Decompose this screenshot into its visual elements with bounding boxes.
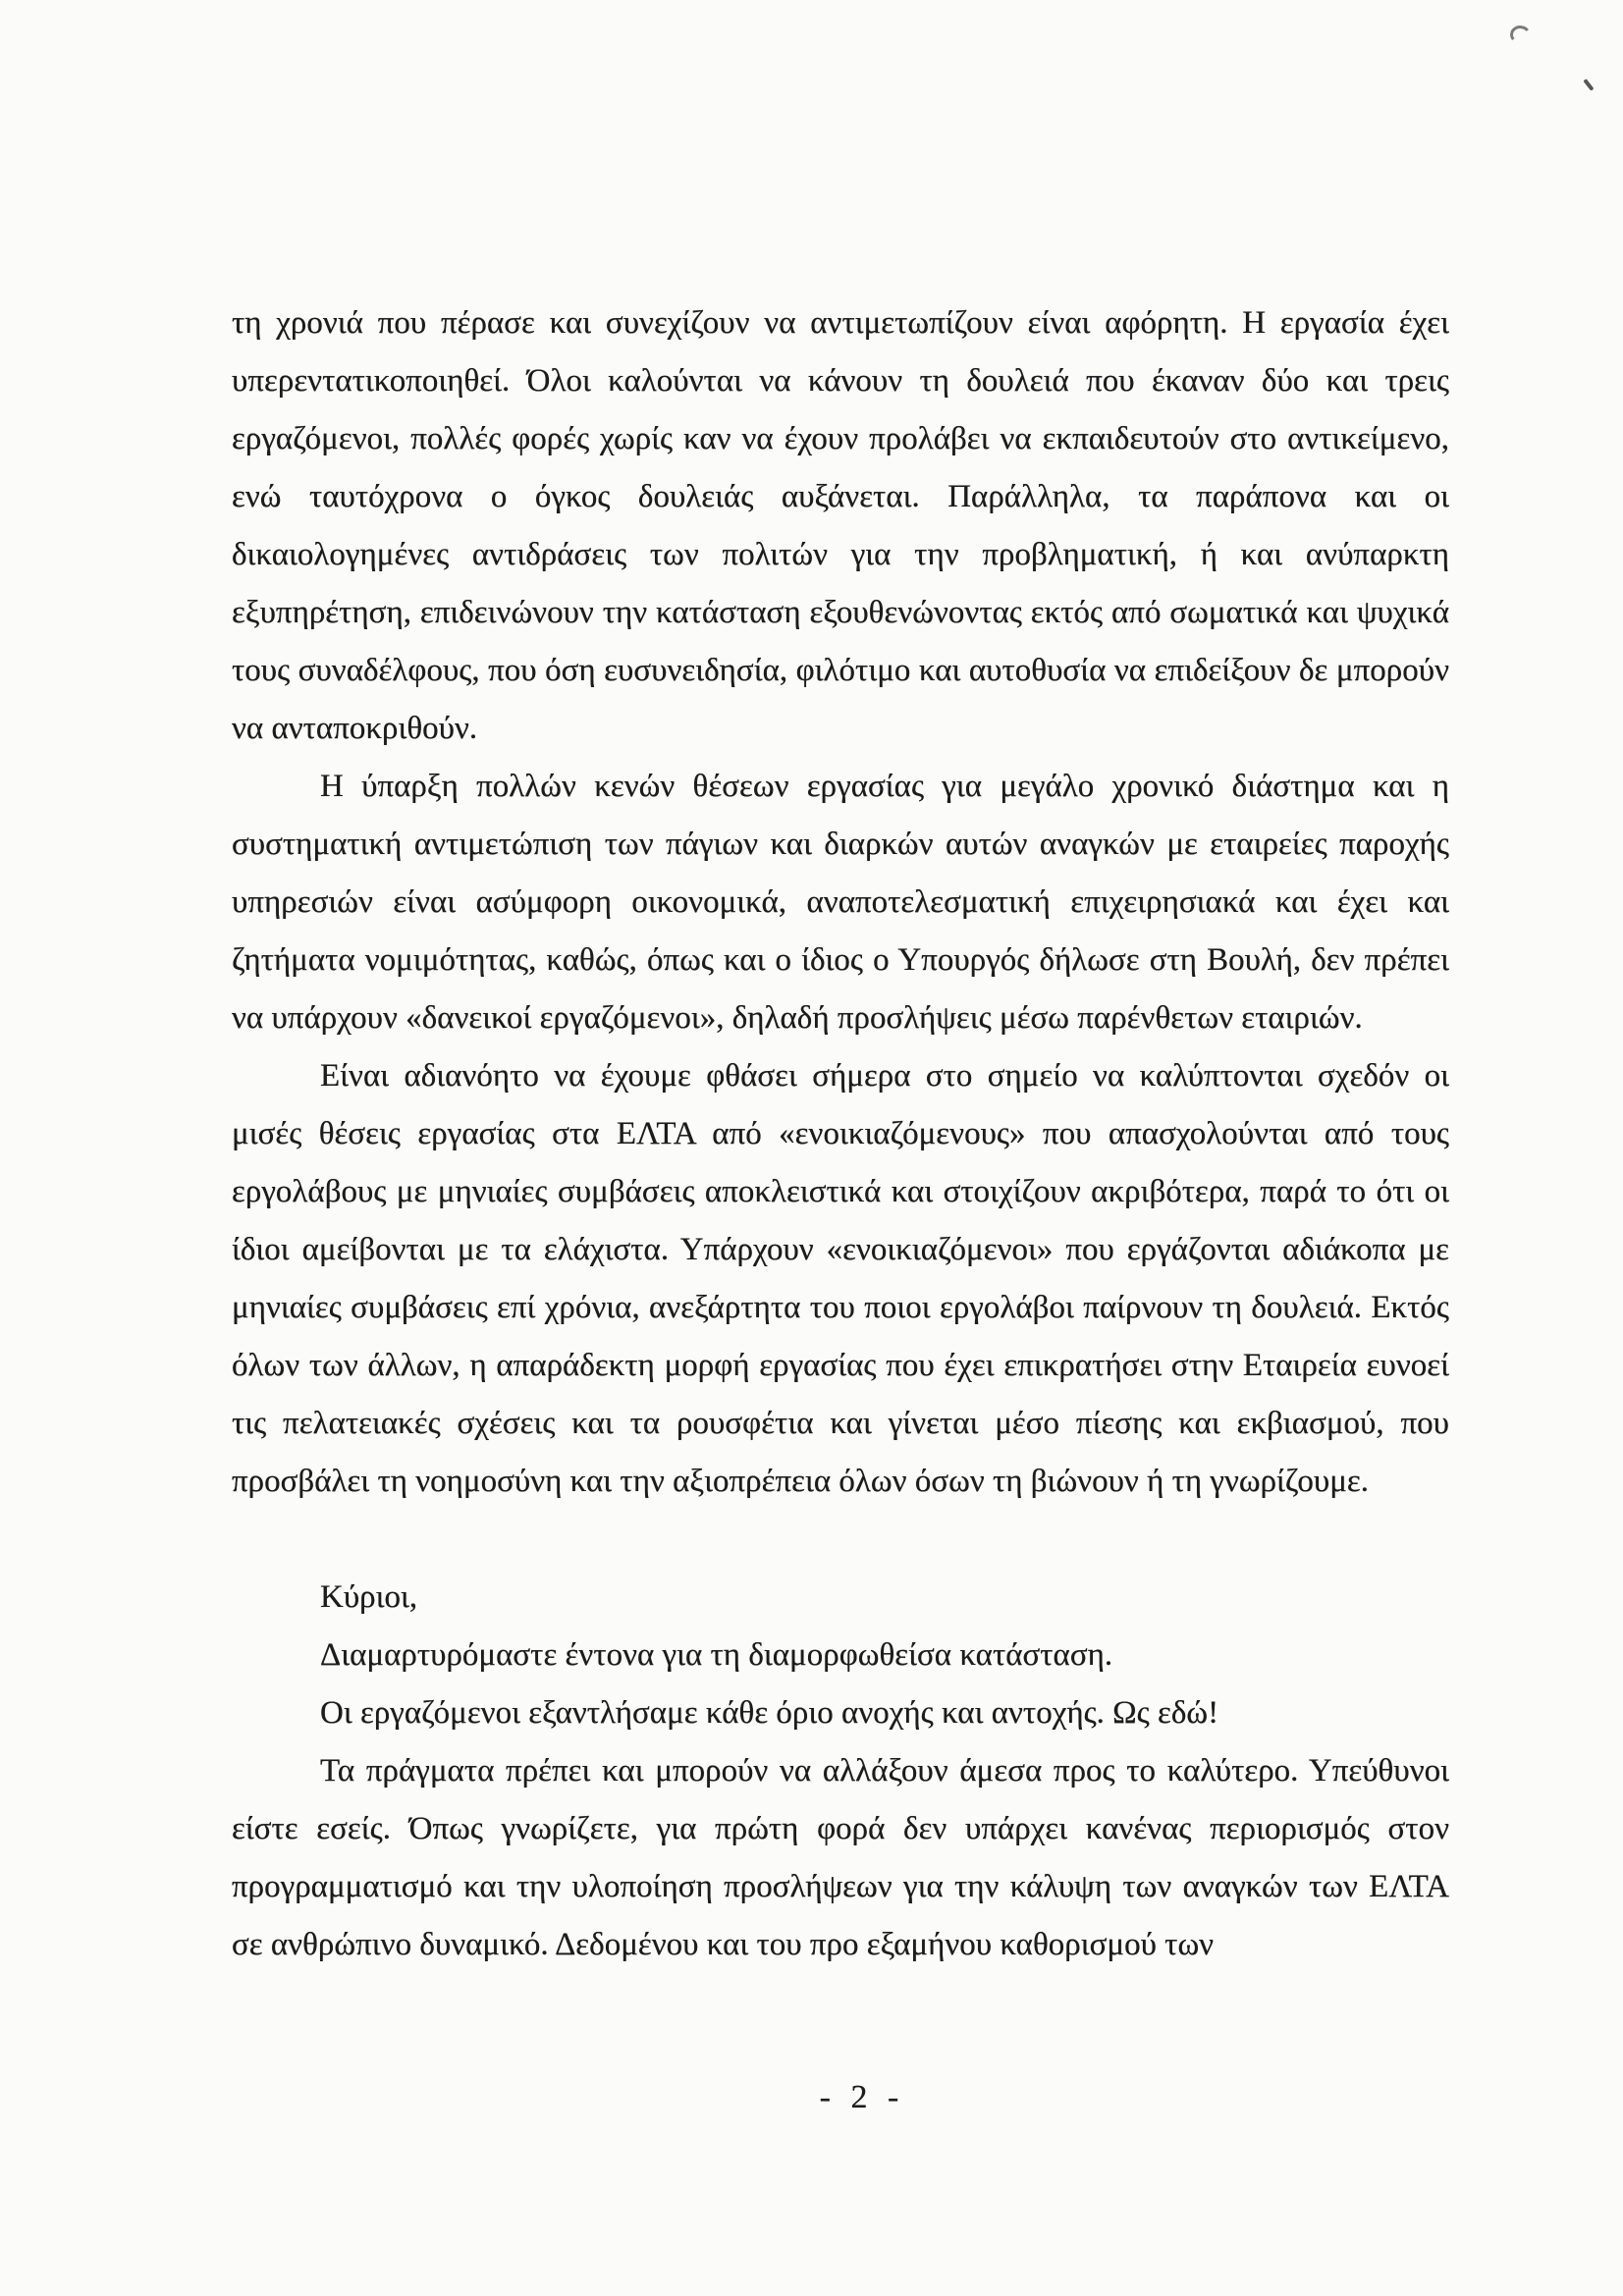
paragraph-workload: τη χρονιά που πέρασε και συνεχίζουν να αντιμετωπίζουν είναι αφόρητη. Η εργασία έχει υπερεντατικοποιηθεί. Όλοι καλούνται να κάνουν τη δουλειά που έκαναν δύο και τρεις εργαζόμενοι, πολλές φορές χωρίς καν να έχουν προλάβει να εκπαιδευτούν στο αντικείμενο, ενώ ταυτόχρονα ο όγκος δουλειάς αυξάνεται. Παράλληλα, τα παράπονα και οι δικαιολογημένες αντιδράσεις των πολιτών για την προβληματική, ή και ανύπαρκτη εξυπηρέτηση, επιδεινώνουν την κατάσταση εξουθενώνοντας εκτός από σωματικά και ψυχικά τους συναδέλφους, που όση ευσυνειδησία, φιλότιμο και αυτοθυσία να επιδείξουν δε μπορούν να ανταποκριθούν. <box>232 305 1449 746</box>
page-number: - 2 - <box>819 2079 905 2115</box>
paragraph-rented-workers: Είναι αδιανόητο να έχουμε φθάσει σήμερα στο σημείο να καλύπτονται σχεδόν οι μισές θέσεις εργασίας στα ΕΛΤΑ από «ενοικιαζόμενους» που απασχολούνται από τους εργολάβους με μηνιαίες συμβάσεις αποκλειστικά και στοιχίζουν ακριβότερα, παρά το ότι οι ίδιοι αμείβονται με τα ελάχιστα. Υπάρχουν «ενοικιαζόμενοι» που εργάζονται αδιάκοπα με μηνιαίες συμβάσεις επί χρόνια, ανεξάρτητα του ποιοι εργολάβοι παίρνουν τη δουλειά. Εκτός όλων των άλλων, η απαράδεκτη μορφή εργασίας που έχει επικρατήσει στην Εταιρεία ευνοεί τις πελατειακές σχέσεις και τα ρουσφέτια και γίνεται μέσο πίεσης και εκβιασμού, που προσβάλει τη νοημοσύνη και την αξιοπρέπεια όλων όσων τη βιώνουν ή τη γνωρίζουμε. <box>232 1058 1449 1499</box>
scan-artifact-tick-mark <box>1583 79 1594 91</box>
tolerance-line: Οι εργαζόμενοι εξαντλήσαμε κάθε όριο ανοχής και αντοχής. Ως εδώ! <box>320 1695 1219 1731</box>
letter-body <box>232 294 1449 1974</box>
paragraph-demands: Τα πράγματα πρέπει και μπορούν να αλλάξουν άμεσα προς το καλύτερο. Υπεύθυνοι είστε εσείς. Όπως γνωρίζετε, για πρώτη φορά δεν υπάρχει κανένας περιορισμός στον προγραμματισμό και την υλοποίηση προσλήψεων για την κάλυψη των αναγκών των ΕΛΤΑ σε ανθρώπινο δυναμικό. Δεδομένου και του προ εξαμήνου καθορισμού των <box>232 1753 1449 1962</box>
paragraph-vacancies: Η ύπαρξη πολλών κενών θέσεων εργασίας για μεγάλο χρονικό διάστημα και η συστηματική αντιμετώπιση των πάγιων και διαρκών αυτών αναγκών με εταιρείες παροχής υπηρεσιών είναι ασύμφορη οικονομικά, αναποτελεσματική επιχειρησιακά και έχει και ζητήματα νομιμότητας, καθώς, όπως και ο ίδιος ο Υπουργός δήλωσε στη Βουλή, δεν πρέπει να υπάρχουν «δανεικοί εργαζόμενοι», δηλαδή προσλήψεις μέσω παρένθετων εταιριών. <box>232 769 1449 1036</box>
protest-line: Διαμαρτυρόμαστε έντονα για τη διαμορφωθείσα κατάσταση. <box>320 1637 1113 1673</box>
salutation-line: Κύριοι, <box>320 1579 418 1615</box>
scan-artifact-hook-mark <box>1509 25 1532 46</box>
